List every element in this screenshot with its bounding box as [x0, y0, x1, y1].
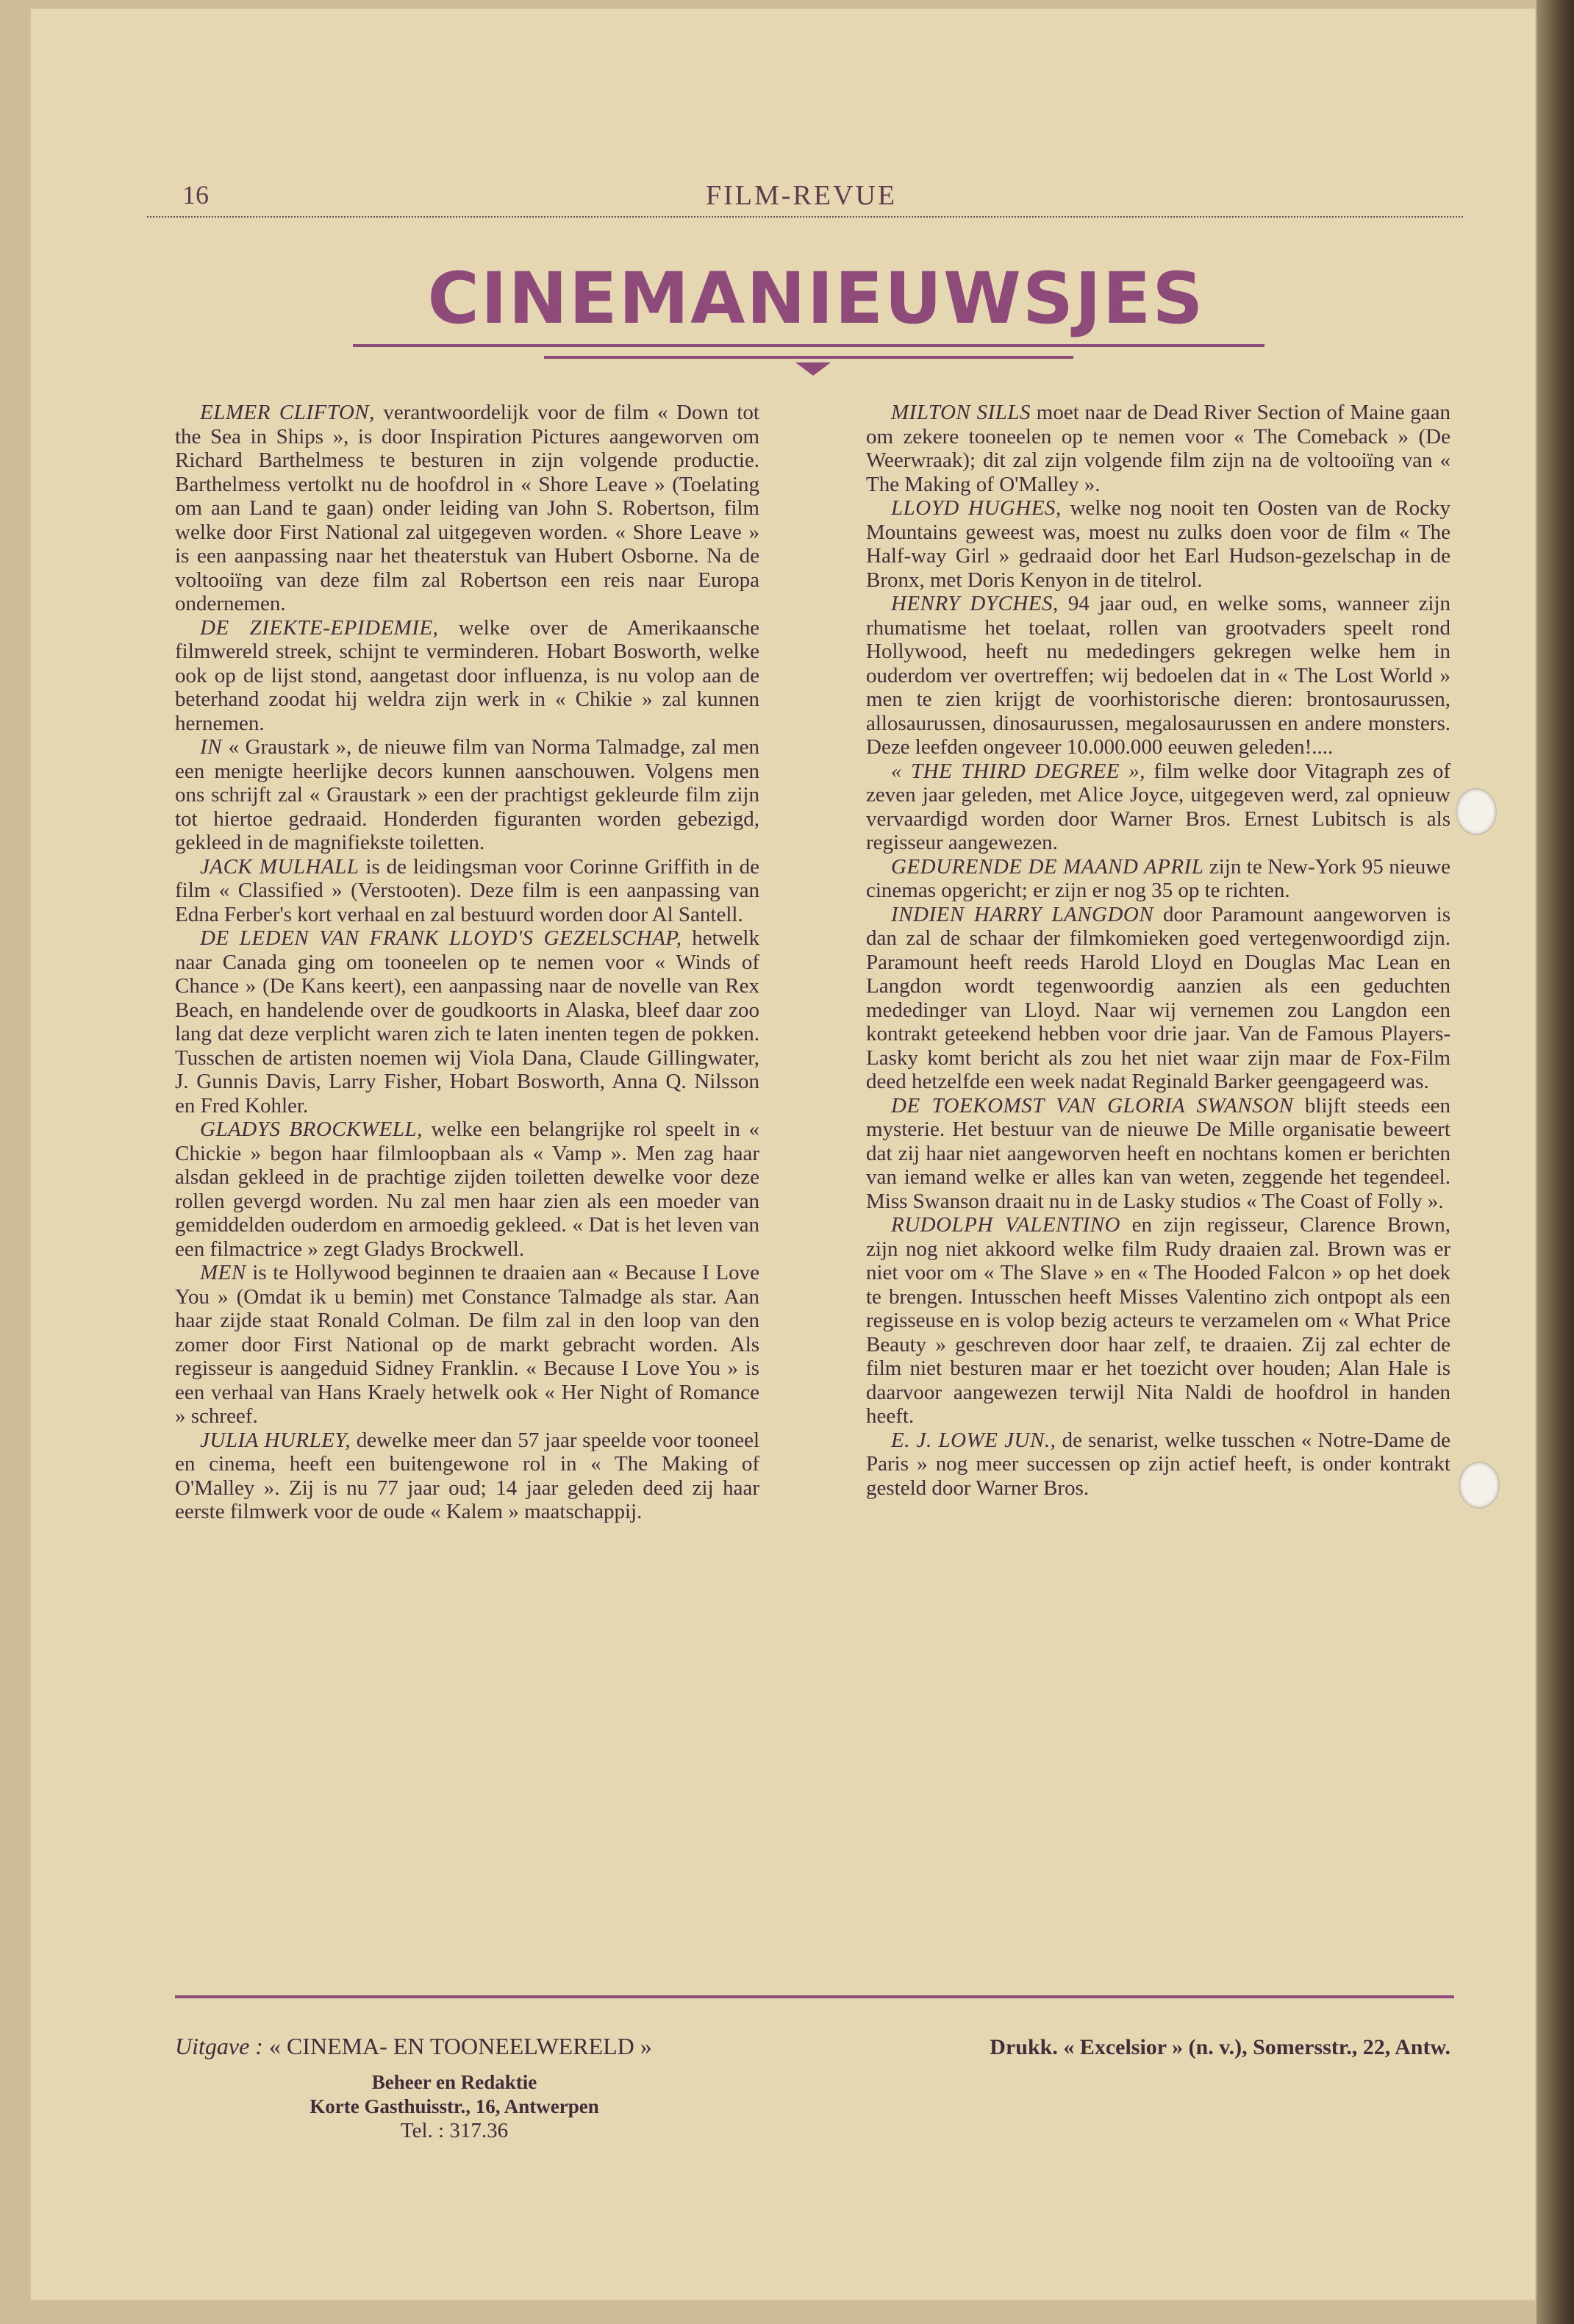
item-text: de senarist, welke tusschen « Notre-Dame de Paris » nog meer successen op zijn actief heeft, is onder kontrakt gesteld door Warner Bros. — [866, 1428, 1450, 1500]
footer-rule — [175, 1995, 1454, 1998]
news-item — [175, 735, 759, 855]
item-text: is de leidingsman voor Corinne Griffith in de film « Classified » (Verstooten). Deze film is een aanpassing van Edna Ferber's kort verhaal en zal bestuurd worden door Al Santell. — [175, 854, 759, 926]
item-text: en zijn regisseur, Clarence Brown, zijn nog niet akkoord welke film Rudy draaien zal. Brown was er niet voor om « The Slave » en « The Hooded Falcon » op het doek te brengen. Intusschen heeft Misses Valentino zich ontpopt als een regisseuse en is volop bezig acteurs te verzamelen om « What Price Beauty » geschreven door haar zelf, te draaien. Zij zal echter de film niet besturen maar er het toezicht over houden; Alan Hale is daarvoor aangewezen terwijl Nita Naldi de hoofdrol in handen heeft. — [866, 1213, 1450, 1428]
header-rule — [147, 216, 1463, 218]
binding-spine — [1537, 0, 1574, 2324]
item-text: welke een belangrijke rol speelt in « Chickie » begon haar filmloopbaan als « Vamp ». Men zag haar alsdan gekleed in de prachtige zijden toiletten dewelke voor deze rollen gevergd worden. Nu zal men haar zien als een moeder van gemiddelden ouderdom en armoedig gekleed. « Dat is het leven van een filmactrice » zegt Gladys Brockwell. — [175, 1118, 759, 1261]
publisher-info — [175, 2033, 763, 2143]
printer-info: Drukk. « Excelsior » (n. v.), Somersstr., 22, Antw. — [990, 2035, 1450, 2059]
item-text: welke nog nooit ten Oosten van de Rocky Mountains geweest was, moest nu zulks doen voor de film « The Half-way Girl » gedraaid door het Earl Hudson-gezelschap in de Bronx, met Doris Kenyon in de titelrol. — [866, 496, 1450, 592]
item-text: moet naar de Dead River Section of Maine gaan om zekere tooneelen op te nemen voor « The Comeback » (De Weerwraak); dit zal zijn volgende film zijn na de voltooiïng van « The Making of O'Malley ». — [866, 401, 1450, 496]
item-lead: DE TOEKOMST VAN GLORIA SWANSON — [891, 1093, 1294, 1118]
publisher-line — [175, 2033, 763, 2060]
news-item — [175, 401, 759, 616]
item-lead: MILTON SILLS — [891, 401, 1031, 424]
news-item — [866, 592, 1450, 759]
news-item — [175, 616, 759, 736]
item-lead: RUDOLPH VALENTINO — [891, 1213, 1120, 1237]
news-item — [866, 496, 1450, 592]
news-item — [866, 1429, 1450, 1501]
item-lead: HENRY DYCHES, — [891, 592, 1059, 615]
item-lead: MEN — [200, 1261, 246, 1284]
item-text: welke over de Amerikaansche filmwereld streek, schijnt te verminderen. Hobart Bosworth, welke ook op de lijst stond, aangetast door influenza, is nu volop aan de beterhand zoodat hij weldra zijn werk in « Chikie » zal kunnen hernemen. — [175, 615, 759, 735]
item-text: door Paramount aangeworven is dan zal de schaar der filmkomieken goed vertegenwoordigd zijn. Paramount heeft reeds Harold Lloyd en Douglas Mac Lean en Langdon wordt tegenwoordig aanzien als een geduchten mededinger van Lloyd. Naar wij vernemen zou Langdon een kontrakt geteekend hebben voor drie jaar. Van de Famous Players-Lasky komt bericht als zou het niet waar zijn maar de Fox-Film deed hetzelfde een week nadat Reginald Barker geengageerd was. — [866, 902, 1450, 1093]
title-rule-lower — [544, 356, 1073, 359]
news-item — [175, 1118, 759, 1261]
news-item — [175, 926, 759, 1118]
item-lead: ELMER CLIFTON, — [200, 401, 375, 424]
section-title: CINEMANIEUWSJES — [427, 257, 1205, 340]
punch-hole-top — [1456, 788, 1497, 835]
news-item — [175, 1429, 759, 1524]
title-rule-upper — [353, 344, 1264, 347]
item-text: film welke door Vitagraph zes of zeven jaar geleden, met Alice Joyce, uitgegeven werd, zal opnieuw vervaardigd worden door Warner Bros. Ernest Lubitsch is als regisseur aangewezen. — [866, 759, 1450, 854]
item-lead: INDIEN HARRY LANGDON — [891, 902, 1154, 926]
running-title: FILM-REVUE — [706, 180, 898, 211]
news-item — [866, 855, 1450, 903]
page-number: 16 — [182, 180, 209, 210]
item-text: verantwoordelijk voor de film « Down tot the Sea in Ships », is door Inspiration Pictures aangeworven om Richard Barthelmess te besturen in zijn volgende productie. Barthelmess vertolkt nu de hoofdrol in « Shore Leave » (Toelating om aan Land te gaan) onder leiding van John S. Robertson, film welke door First National zal uitgegeven worden. « Shore Leave » is een aanpassing naar het theaterstuk van Hubert Osborne. Na de voltooiïng van deze film zal Robertson een reis naar Europa ondernemen. — [175, 401, 759, 615]
right-column — [866, 401, 1450, 1981]
item-lead: JULIA HURLEY, — [200, 1428, 351, 1452]
news-item — [866, 759, 1450, 855]
management-label: Beheer en Redaktie — [371, 2071, 537, 2093]
item-lead: DE ZIEKTE-EPIDEMIE, — [200, 615, 439, 640]
phone: Tel. : 317.36 — [400, 2119, 509, 2142]
item-text: hetwelk naar Canada ging om tooneelen op te nemen voor « Winds of Chance » (De Kans keert), een aanpassing naar de novelle van Rex Beach, en handelende over de goudkoorts in Alaska, bleef daar zoo lang dat deze verplicht waren zich te laten inenten tegen de pokken. Tusschen de artisten noemen wij Viola Dana, Claude Gillingwater, J. Gunnis Davis, Larry Fisher, Hobart Bosworth, Anna Q. Nilsson en Fred Kohler. — [175, 926, 759, 1118]
news-item — [866, 1213, 1450, 1429]
news-item — [866, 903, 1450, 1094]
item-lead: « THE THIRD DEGREE », — [891, 759, 1145, 783]
publisher-label: Uitgave : — [175, 2033, 263, 2059]
item-text: blijft steeds een mysterie. Het bestuur van de nieuwe De Mille organisatie beweert dat zij haar niet aangeworven heeft en nochtans komen er berichten van iemand welke er alles kan van weten, zeggende het tegendeel. Miss Swanson draait nu in de Lasky studios « The Coast of Folly ». — [866, 1093, 1450, 1213]
item-text: 94 jaar oud, en welke soms, wanneer zijn rhumatisme het toelaat, rollen van grootvaders speelt rond Hollywood, heeft nu mededingers gekregen welke hem in ouderdom ver overtreffen; wij bedoelen dat in « The Lost World » men te zien krijgt de voorhistorische dieren: brontosaurussen, allosaurussen, dinosaurussen, megalosaurussen en andere monsters. Deze leefden ongeveer 10.000.000 eeuwen geleden!.... — [866, 592, 1450, 759]
item-text: dewelke meer dan 57 jaar speelde voor tooneel en cinema, heeft een buitengewone rol in « The Making of O'Malley ». Zij is nu 77 jaar oud; 14 jaar geleden deed zij haar eerste filmwerk voor de oude « Kalem » maatschappij. — [175, 1428, 759, 1523]
item-text: « Graustark », de nieuwe film van Norma Talmadge, zal men een menigte heerlijke decors kunnen aanschouwen. Volgens men ons schrijft zal « Graustark » een der prachtigst gekleurde film zijn tot hiertoe gedraaid. Honderden figuranten worden gebezigd, gekleed in de magnifiekste toiletten. — [175, 735, 759, 854]
punch-hole-bottom — [1459, 1462, 1500, 1509]
left-column — [175, 401, 759, 1981]
editorial-address — [263, 2070, 645, 2143]
item-text: is te Hollywood beginnen te draaien aan « Because I Love You » (Omdat ik u bemin) met Constance Talmadge als star. Aan haar zijde staat Ronald Colman. De film zal in den loop van den zomer door First National op de markt gebracht worden. Als regisseur is aangeduid Sidney Franklin. « Because I Love You » is een verhaal van Hans Kraely hetwelk ook « Her Night of Romance » schreef. — [175, 1261, 759, 1428]
item-text: zijn te New-York 95 nieuwe cinemas opgericht; er zijn er nog 35 op te richten. — [866, 854, 1450, 902]
address: Korte Gasthuisstr., 16, Antwerpen — [310, 2095, 599, 2117]
item-lead: DE LEDEN VAN FRANK LLOYD'S GEZELSCHAP, — [200, 926, 682, 950]
news-item — [175, 855, 759, 927]
item-lead: IN — [200, 735, 222, 759]
news-item — [866, 401, 1450, 496]
item-lead: GLADYS BROCKWELL, — [200, 1118, 423, 1141]
item-lead: JACK MULHALL — [200, 854, 359, 879]
publisher-name: « CINEMA- EN TOONEELWERELD » — [268, 2033, 652, 2059]
item-lead: LLOYD HUGHES, — [891, 496, 1062, 520]
item-lead: E. J. LOWE JUN., — [891, 1428, 1056, 1452]
news-item — [175, 1261, 759, 1429]
title-arrow-marker — [795, 362, 831, 376]
item-lead: GEDURENDE DE MAAND APRIL — [891, 854, 1204, 879]
news-item — [866, 1094, 1450, 1214]
